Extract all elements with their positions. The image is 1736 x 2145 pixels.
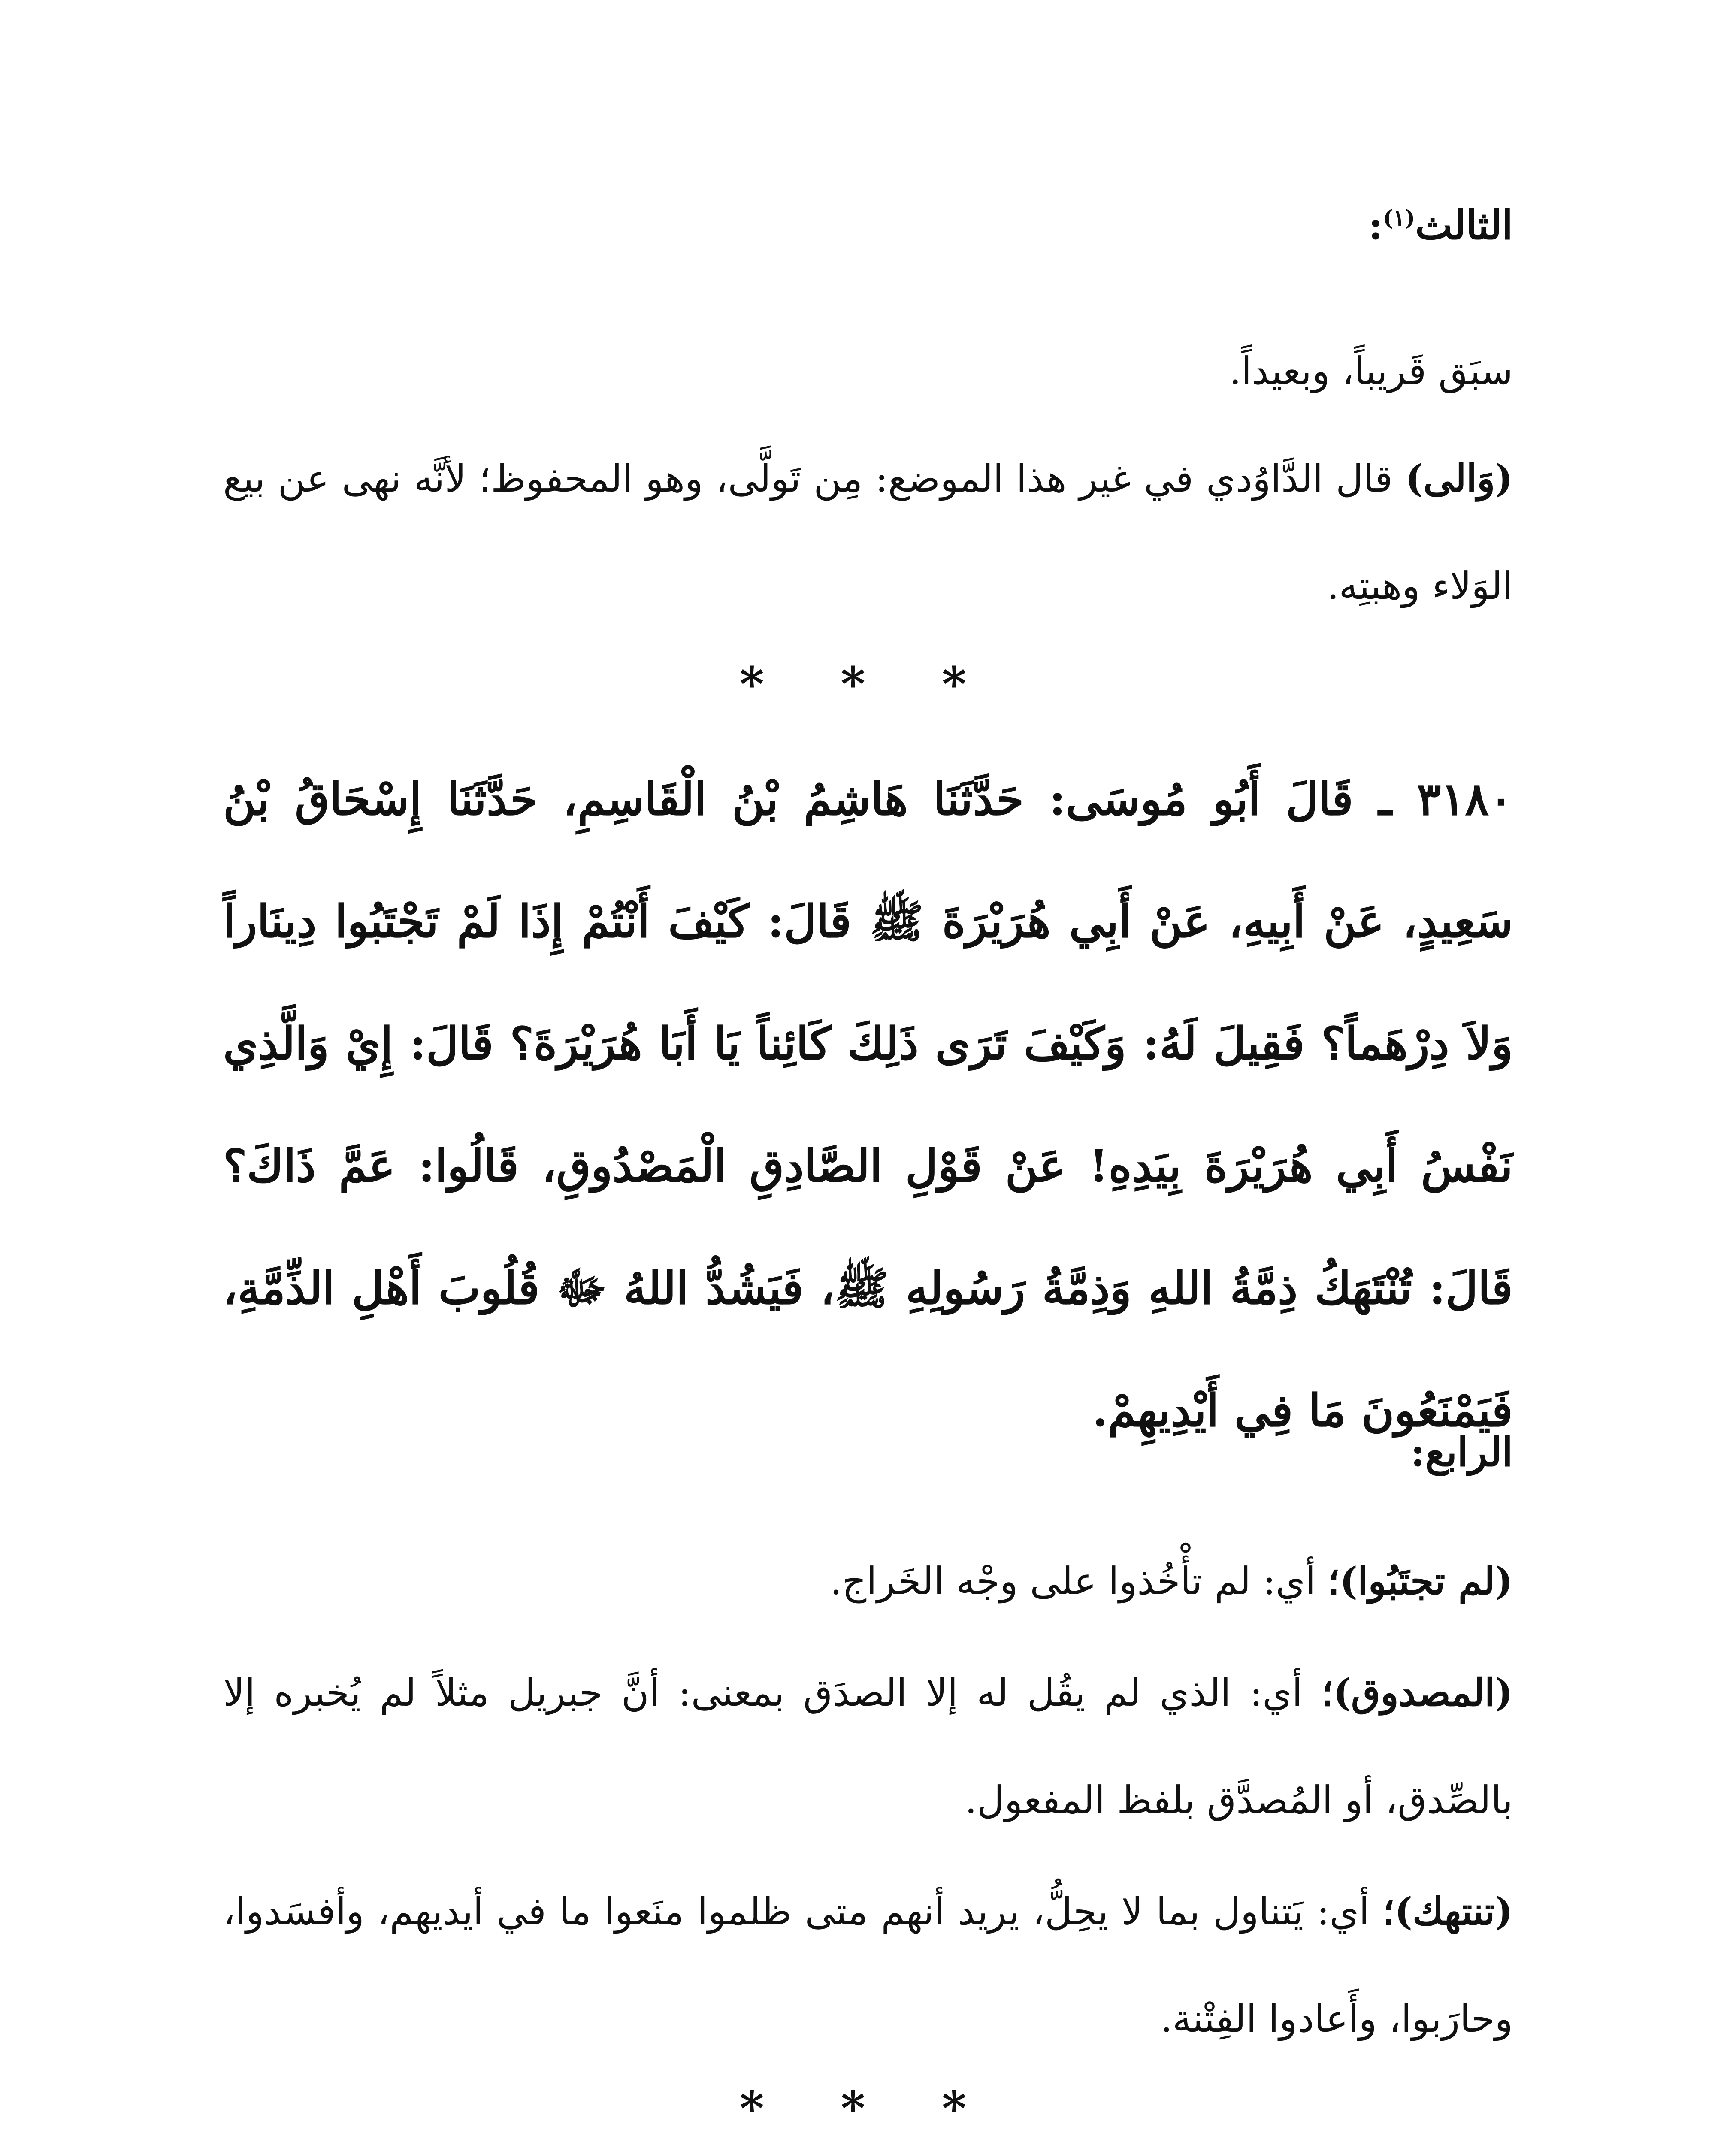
gloss-text: أي: لم تأْخُذوا على وجْه الخَراج. <box>830 1559 1316 1603</box>
section-fourth-heading: الرابع: <box>1410 1429 1513 1475</box>
note-term: (وَالى) <box>1405 456 1513 501</box>
footnote-marker: (١) <box>1383 205 1415 231</box>
gloss-text: أي: يَتناول بما لا يحِلُّ، يريد أنهم متى ظلموا منَعوا ما في أيديهم، وأفسَدوا، وحارَبوا، وأَعادوا الفِتْنة. <box>223 1889 1513 2041</box>
gloss-text: أي: الذي لم يقُل له إلا الصدَق بمعنى: أنَّ جبريل مثلاً لم يُخبره إلا بالصِّدق، أو المُصدَّق بلفظ المفعول. <box>223 1671 1513 1822</box>
heading-text: الثالث <box>1415 202 1513 248</box>
separator-stars: * * * <box>739 656 997 712</box>
gloss-entry-1 <box>223 1527 1513 1635</box>
section-third-line: سبَق قَريباً، وبعيداً. <box>1229 349 1513 393</box>
gloss-term: (تنتهك)؛ <box>1382 1889 1513 1934</box>
separator-stars: * * * <box>739 2081 997 2136</box>
gloss-entry-2 <box>223 1639 1513 1854</box>
note-text: قال الدَّاوُدي في غير هذا الموضع: مِن تَولَّى، وهو المحفوظ؛ لأنَّه نهى عن بيع الوَلاء وهبتِه. <box>223 456 1513 608</box>
hadith-text: ٣١٨٠ ـ قَالَ أَبُو مُوسَى: حَدَّثَنَا هَاشِمُ بْنُ الْقَاسِمِ، حَدَّثَنَا إِسْحَاقُ بْنُ سَعِيدٍ، عَنْ أَبِيهِ، عَنْ أَبِي هُرَيْرَةَ ﷺ قَالَ: كَيْفَ أَنْتُمْ إِذَا لَمْ تَجْتَبُوا دِينَاراً وَلاَ دِرْهَماً؟ فَقِيلَ لَهُ: وَكَيْفَ تَرَى ذَلِكَ كَائِناً يَا أَبَا هُرَيْرَةَ؟ قَالَ: إِيْ وَالَّذِي نَفْسُ أَبِي هُرَيْرَةَ بِيَدِهِ! عَنْ قَوْلِ الصَّادِقِ الْمَصْدُوقِ، قَالُوا: عَمَّ ذَاكَ؟ قَالَ: تُنْتَهَكُ ذِمَّةُ اللهِ وَذِمَّةُ رَسُولِهِ ﷺ، فَيَشُدُّ اللهُ ﷻ قُلُوبَ أَهْلِ الذِّمَّةِ، فَيَمْنَعُونَ مَا فِي أَيْدِيهِمْ. <box>223 773 1513 1437</box>
section-third-heading <box>223 202 1513 249</box>
section-third-note <box>223 425 1513 640</box>
heading-colon: : <box>1368 202 1383 248</box>
gloss-entry-3 <box>223 1858 1513 2072</box>
gloss-term: (المصدوق)؛ <box>1321 1670 1513 1715</box>
gloss-term: (لم تجتَبُوا)؛ <box>1328 1559 1513 1603</box>
